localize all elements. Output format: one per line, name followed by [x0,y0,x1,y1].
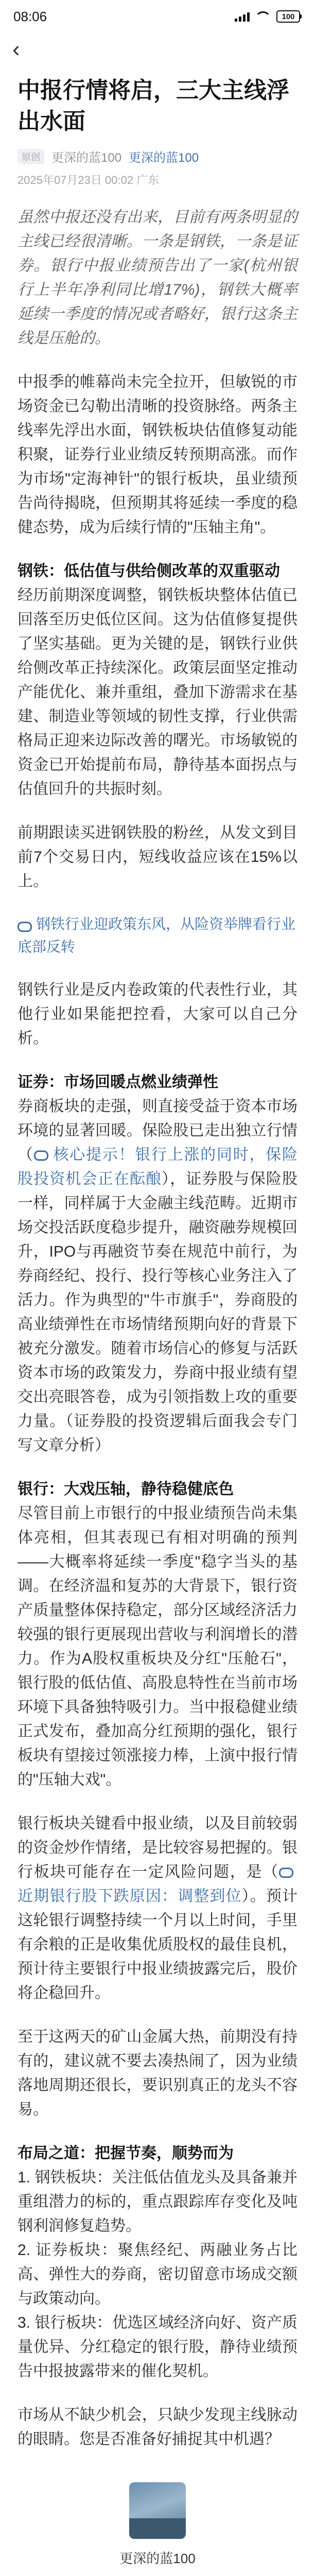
link-icon [279,1868,293,1878]
paragraph: 经历前期深度调整，钢铁板块整体估值已回落至历史低位区间。这为估值修复提供了坚实基础。更为关键的是，钢铁行业供给侧改革正持续深化。政策层面坚定推动产能优化、兼并重组，叠加下游需求在基建、制造业等领域的韧性支撑，行业供需格局正迎来边际改善的曙光。市场敏锐的资金已开始提前布局，静待基本面拐点与估值回升的共振时刻。 [18,587,297,798]
list-item: 3. 银行板块：优选区域经济向好、资产质量优异、分红稳定的银行股，静待业绩预告中报披露带来的催化契机。 [18,2314,297,2380]
article-title: 中报行情将启，三大主线浮出水面 [18,78,289,134]
status-time: 08:06 [13,8,47,24]
link-icon [18,922,32,932]
paragraph: 券商板块的走强，则直接受益于资本市场环境的显著回暖。保险股已走出独立行情（ 核心提示！银行上涨的同时，保险股投资机会正在酝酿），证券股与保险股一样，同样属于大金融主线范畴。近期市场交投活跃度稳步提升，融资融券规模回升，IPO与再融资节奏在规范中前行，为券商经纪、投行、投行等核心业务注入了活力。作为典型的"牛市旗手"，券商股的高业绩弹性在市场情绪预期向好的背景下被充分激发。随着市场信心的修复与活跃资本市场的政策发力，券商中报业绩有望交出亮眼答卷，成为引领指数上攻的重要力量。（证券股的投资逻辑后面我会专门写文章分析） [18,1098,298,1454]
inline-article-link[interactable]: 核心提示！银行上涨的同时，保险股投资机会正在酝酿 [18,1146,297,1188]
closing-paragraph: 市场从不缺少机会，只缺少发现主线脉动的眼睛。您是否准备好捕捉其中机遇？ [18,2406,297,2448]
inline-article-link[interactable]: 近期银行股下跌原因：调整到位 [18,1888,242,1905]
article-meta [18,147,297,165]
paragraph: 前期跟读买进钢铁股的粉丝，从发文到目前7个交易日内，短线收益应该在15%以上。 [18,824,297,890]
article [0,75,315,2576]
status-bar [0,0,315,33]
reward-motto [63,2573,252,2576]
list-item: 1. 钢铁板块：关注低估值龙头及具备兼并重组潜力的标的，重点跟踪库存变化及吨钢利润修复趋势。 [18,2169,297,2234]
link-icon [34,1150,48,1161]
section-title: 布局之道：把握节奏，顺势而为 [18,2145,234,2162]
account-link[interactable]: 更深的蓝100 [129,151,199,165]
wifi-icon [255,11,271,22]
intro-paragraph: 虽然中报还没有出来，目前有两条明显的主线已经很清晰。一条是钢铁，一条是证券。银行中报业绩预告出了一家(杭州银行上半年净利同比增17%)，钢铁大概率延续一季度的情况或者略好，银行这条主线是压舱的。 [18,209,297,347]
author-name: 更深的蓝100 [119,2551,196,2566]
battery-icon [276,10,302,23]
original-badge: 原创 [18,149,44,164]
author-card [18,2482,297,2576]
nav-bar [0,33,315,66]
back-icon[interactable]: ‹ [12,37,20,62]
paragraph: 银行板块关键看中报业绩，以及目前较弱的资金炒作情绪，是比较容易把握的。银行板块可能存在一定风险问题，是（近期银行股下跌原因：调整到位）。预计这轮银行调整持续一个月以上时间，手里有余粮的正是收集优质股权的最佳良机，预计待主要银行中报业绩披露完后，股价将企稳回升。 [18,1815,298,2002]
author-avatar[interactable] [129,2482,186,2539]
signal-icon [235,11,250,22]
section-title: 银行：大戏压轴，静待稳健底色 [18,1481,234,1498]
section-title: 钢铁：低估值与供给侧改革的双重驱动 [18,563,280,580]
paragraph: 尽管目前上市银行的中报业绩预告尚未集体亮相，但其表现已有相对明确的预判——大概率将延续一季度"稳字当头的基调。在经济温和复苏的大背景下，银行资产质量整体保持稳定，部分区域经济活力较强的银行更展现出营收与利润增长的潜力。作为A股权重板块及分红"压舱石"，银行股的低估值、高股息特性在当前市场环境下具备独特吸引力。当中报稳健业绩正式发布，叠加高分红预期的强化，银行板块有望接过领涨接力棒，上演中报行情的"压轴大戏"。 [18,1505,297,1788]
publish-date: 2025年07月23日 00:02 广东 [18,174,160,187]
paragraph: 至于这两天的矿山金属大热，前期没有持有的，建议就不要去凑热闹了，因为业绩落地周期还很长，要识别真正的龙头不容易。 [18,2028,297,2118]
account-name[interactable]: 更深的蓝100 [51,151,122,165]
related-article-link[interactable]: 钢铁行业迎政策东风，从险资举牌看行业底部反转 [18,916,296,955]
paragraph: 中报季的帷幕尚未完全拉开，但敏锐的市场资金已勾勒出清晰的投资脉络。两条主线率先浮出水面，钢铁板块估值修复动能积聚，证券行业业绩反转预期高涨。而作为市场"定海神针"的银行板块，虽业绩预告尚待揭晓，但预期其将延续一季度的稳健态势，成为后续行情的"压轴主角"。 [18,374,297,536]
battery-level: 100 [276,10,300,23]
list-item: 2. 证券板块：聚焦经纪、两融业务占比高、弹性大的券商，密切留意市场成交额与政策动向。 [18,2242,297,2307]
section-title: 证券：市场回暖点燃业绩弹性 [18,1074,218,1091]
paragraph: 钢铁行业是反内卷政策的代表性行业，其他行业如果能把控看，大家可以自己分析。 [18,981,297,1047]
